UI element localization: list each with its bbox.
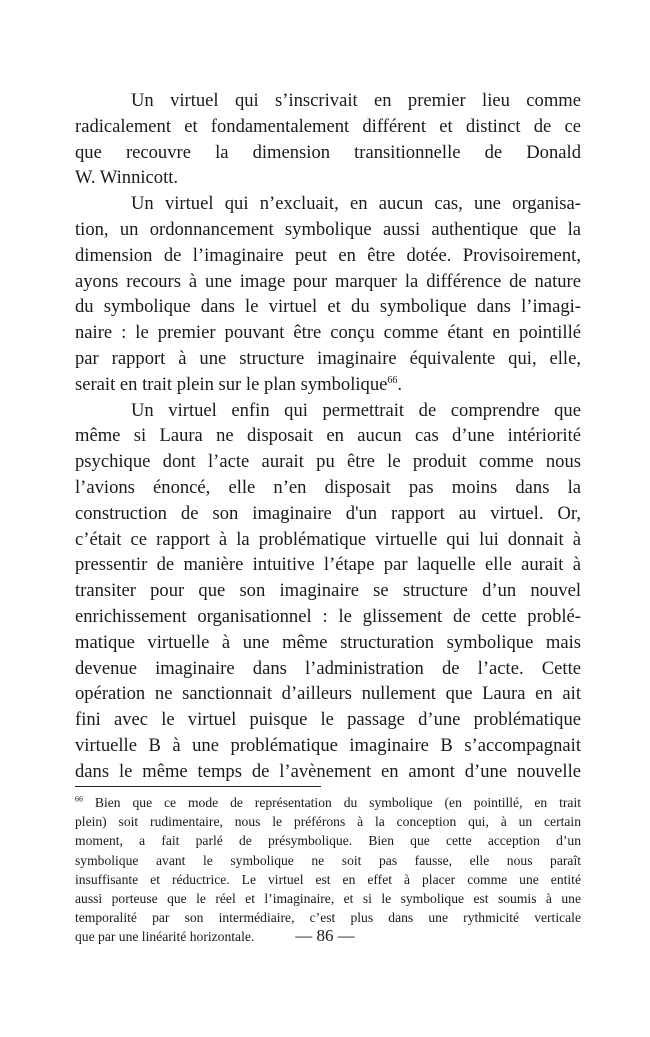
text-line xyxy=(75,707,581,733)
text-line-content: construction de son imaginaire d'un rapport au virtuel. Or, xyxy=(75,502,581,524)
text-line-content: même si Laura ne disposait en aucun cas d’une intériorité xyxy=(75,425,581,447)
footnote-line-content: insuffisante et réductrice. Le virtuel est en effet à placer comme une entité xyxy=(75,871,581,887)
footnote-number: 66 xyxy=(75,794,83,804)
footnote-line-content: Bien que ce mode de représentation du symbolique (en pointillé, en trait xyxy=(94,795,581,810)
footnote-line-content: plein) soit rudimentaire, nous le préférons à la conception qui, à un certain xyxy=(75,814,581,830)
text-line xyxy=(75,346,581,372)
footnote-line-content: moment, a fait parlé de présymbolique. Bien que cette acception d’un xyxy=(75,833,581,849)
text-line-content: ayons recours à une image pour marquer la différence de nature xyxy=(75,270,581,292)
text-line xyxy=(75,269,581,295)
text-line xyxy=(75,630,581,656)
text-line-content: virtuelle B à une problématique imaginaire B s’accompagnait xyxy=(75,734,581,756)
footnote-line xyxy=(75,793,581,812)
text-line-content: Un virtuel qui n’excluait, en aucun cas, une organisa- xyxy=(131,193,581,215)
text-line-content: W. Winnicott. xyxy=(75,167,179,189)
footnote-line xyxy=(75,870,581,889)
footnote-line xyxy=(75,889,581,908)
text-line-content: matique virtuelle à une même structuration symbolique mais xyxy=(75,631,581,653)
text-line xyxy=(75,243,581,269)
text-line xyxy=(75,294,581,320)
footnote-line xyxy=(75,851,581,870)
footnote-ref[interactable]: 66 xyxy=(387,374,398,386)
text-line xyxy=(75,191,581,217)
text-line xyxy=(75,217,581,243)
text-line-content: serait en trait plein sur le plan symbolique xyxy=(75,373,388,395)
text-line-content: c’était ce rapport à la problématique virtuelle qui lui donnait à xyxy=(75,528,581,550)
text-line-content: pressentir de manière intuitive l’étape par laquelle elle aurait à xyxy=(75,554,581,576)
footnote-divider xyxy=(75,786,321,787)
text-line-content: naire : le premier pouvant être conçu comme étant en pointillé xyxy=(75,322,581,344)
text-line-content: dimension de l’imaginaire peut en être dotée. Provisoirement, xyxy=(75,244,581,266)
footnote-line xyxy=(75,908,581,927)
footnote-line-content: aussi porteuse que le réel et l’imaginaire, et si le symbolique est soumis à une xyxy=(75,891,581,907)
text-line-content: que recouvre la dimension transitionnelle de Donald xyxy=(75,141,581,163)
footnote-line-content: que par une linéarité horizontale. xyxy=(75,929,255,945)
text-line xyxy=(75,552,581,578)
footnote-line-content: temporalité par son intermédiaire, c’est plus dans une rythmicité verticale xyxy=(75,910,581,926)
text-line-content: opération ne sanctionnait d’ailleurs nullement que Laura en ait xyxy=(75,683,581,705)
footnote-line xyxy=(75,812,581,831)
text-line xyxy=(75,475,581,501)
text-line xyxy=(75,527,581,553)
text-line xyxy=(75,578,581,604)
text-line xyxy=(75,423,581,449)
text-line xyxy=(75,656,581,682)
text-line xyxy=(75,372,581,398)
body-text xyxy=(75,88,581,785)
text-line-content: l’avions énoncé, elle n’en disposait pas moins dans la xyxy=(75,476,581,498)
text-line-content: par rapport à une structure imaginaire équivalente qui, elle, xyxy=(75,347,581,369)
page-number: — 86 — xyxy=(295,926,355,945)
text-line-content: psychique dont l’acte aurait pu être le produit comme nous xyxy=(75,451,581,473)
text-line-content: dans le même temps de l’avènement en amont d’une nouvelle xyxy=(75,760,581,782)
text-line xyxy=(75,398,581,424)
text-line xyxy=(75,759,581,785)
text-line-content: Un virtuel qui s’inscrivait en premier lieu comme xyxy=(131,90,581,111)
text-line xyxy=(75,88,581,114)
text-line-content: enrichissement organisationnel : le glissement de cette problé- xyxy=(75,605,581,627)
text-line-punct: . xyxy=(397,373,403,395)
footnote xyxy=(75,793,581,947)
text-line-content: tion, un ordonnancement symbolique aussi authentique que la xyxy=(75,218,581,240)
text-line-content: fini avec le virtuel puisque le passage d’une problématique xyxy=(75,709,581,731)
text-line-content: du symbolique dans le virtuel et du symbolique dans l’imagi- xyxy=(75,296,581,318)
text-line xyxy=(75,165,581,191)
text-line xyxy=(75,140,581,166)
text-line xyxy=(75,604,581,630)
text-line-content: devenue imaginaire dans l’administration de l’acte. Cette xyxy=(75,657,581,679)
text-line-content: radicalement et fondamentalement différent et distinct de ce xyxy=(75,115,581,137)
text-line xyxy=(75,320,581,346)
text-line xyxy=(75,733,581,759)
footnote-line-content: symbolique avant le symbolique ne soit pas fausse, elle nous paraît xyxy=(75,852,581,868)
footnote-line xyxy=(75,831,581,850)
text-line xyxy=(75,114,581,140)
text-line xyxy=(75,681,581,707)
text-line xyxy=(75,449,581,475)
text-line-content: Un virtuel enfin qui permettrait de comprendre que xyxy=(131,399,581,421)
text-line xyxy=(75,501,581,527)
text-line-content: transiter pour que son imaginaire se structure d’un nouvel xyxy=(75,580,581,602)
